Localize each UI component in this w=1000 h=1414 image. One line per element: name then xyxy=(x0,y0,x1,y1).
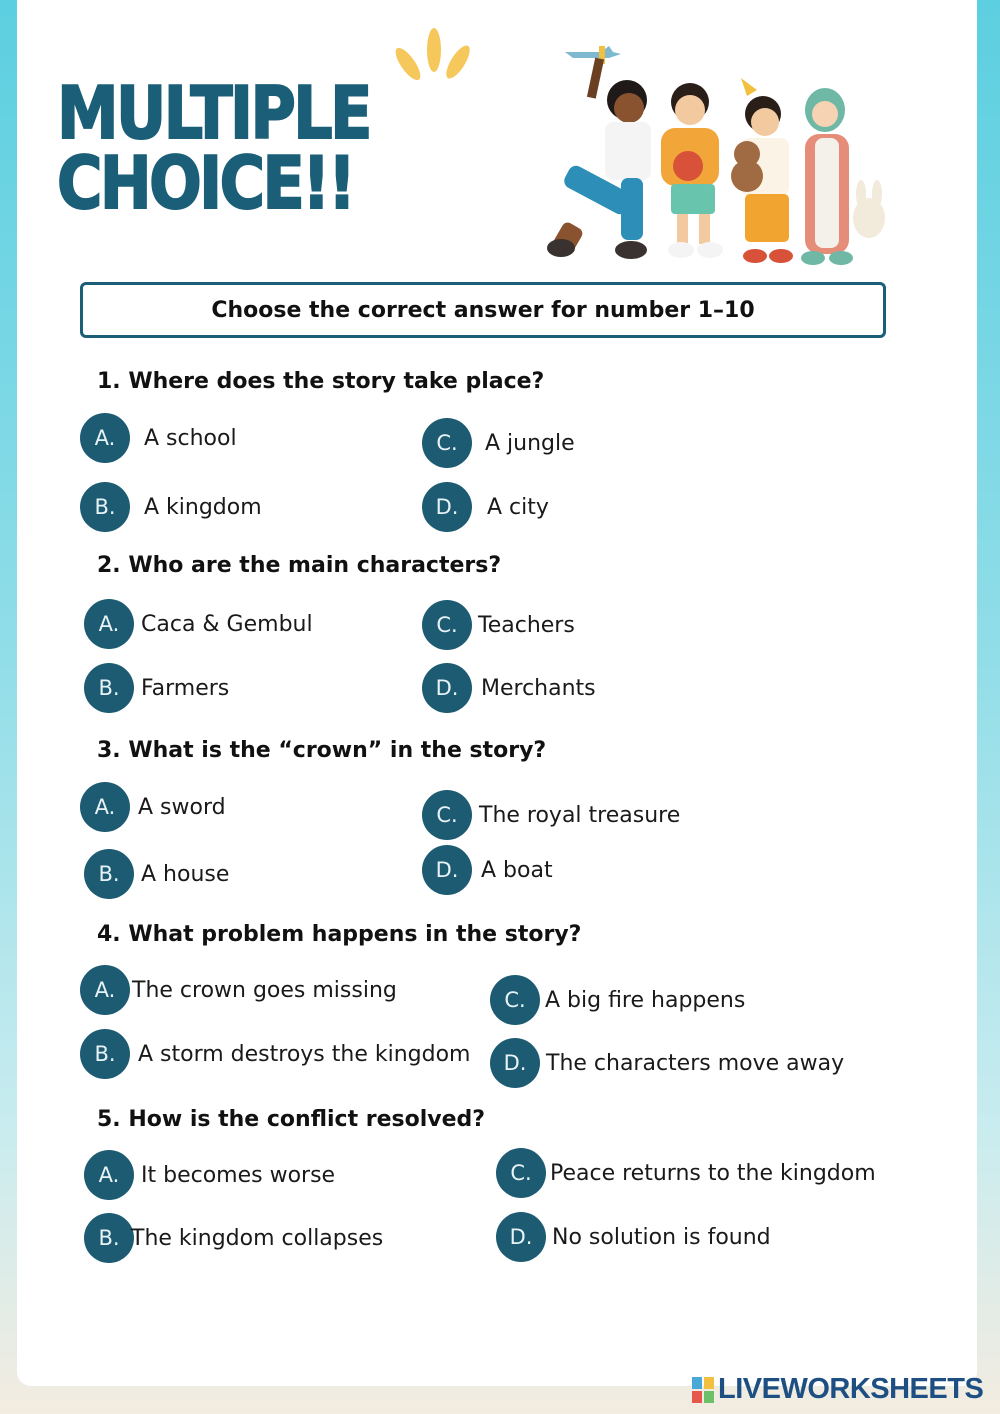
option-text: A kingdom xyxy=(144,494,262,520)
option-text: Merchants xyxy=(481,675,596,701)
children-illustration xyxy=(543,38,908,273)
instruction-text: Choose the correct answer for number 1–10 xyxy=(211,297,755,323)
option-letter[interactable]: C. xyxy=(422,790,472,840)
option-letter[interactable]: A. xyxy=(80,413,130,463)
sparkle-burst-icon xyxy=(392,26,476,86)
logo-text: LIVEWORKSHEETS xyxy=(718,1373,984,1405)
kid-with-airplane xyxy=(547,46,651,259)
option-letter[interactable]: B. xyxy=(84,849,134,899)
option-text: Farmers xyxy=(141,675,230,701)
option-letter[interactable]: C. xyxy=(496,1148,546,1198)
q2-option-c[interactable] xyxy=(422,600,575,650)
question-1: 1. Where does the story take place? xyxy=(97,369,545,394)
option-letter[interactable]: D. xyxy=(422,482,472,532)
page-title xyxy=(57,71,370,225)
q2-option-a[interactable] xyxy=(84,599,313,649)
kid-with-teddy xyxy=(731,78,793,263)
option-text: A city xyxy=(487,494,549,520)
option-text: A boat xyxy=(481,857,553,883)
question-4: 4. What problem happens in the story? xyxy=(97,922,582,947)
q3-option-b[interactable] xyxy=(84,849,229,899)
q1-option-b[interactable] xyxy=(80,482,262,532)
option-text: The kingdom collapses xyxy=(131,1225,384,1251)
liveworksheets-logo[interactable] xyxy=(692,1373,983,1406)
q4-option-c[interactable] xyxy=(490,975,745,1025)
q5-option-b[interactable] xyxy=(84,1213,383,1263)
liveworksheets-mark-icon xyxy=(692,1377,714,1403)
option-text: It becomes worse xyxy=(141,1162,336,1188)
option-text: The crown goes missing xyxy=(132,977,397,1003)
question-3: 3. What is the “crown” in the story? xyxy=(97,738,547,763)
option-letter[interactable]: C. xyxy=(490,975,540,1025)
kid-with-ball xyxy=(661,83,723,258)
option-text: A school xyxy=(144,425,237,451)
title-line-2: CHOICE!! xyxy=(57,141,354,225)
kid-with-bunny xyxy=(801,88,885,265)
option-letter[interactable]: B. xyxy=(80,1029,130,1079)
option-letter[interactable]: C. xyxy=(422,600,472,650)
option-text: Caca & Gembul xyxy=(141,611,313,637)
q3-option-c[interactable] xyxy=(422,790,680,840)
option-letter[interactable]: D. xyxy=(422,663,472,713)
option-letter[interactable]: D. xyxy=(496,1212,546,1262)
option-letter[interactable]: B. xyxy=(80,482,130,532)
q5-option-c[interactable] xyxy=(496,1148,876,1198)
q4-option-a[interactable] xyxy=(80,965,397,1015)
option-letter[interactable]: A. xyxy=(80,782,130,832)
q2-option-b[interactable] xyxy=(84,663,229,713)
option-text: Peace returns to the kingdom xyxy=(550,1160,876,1186)
q4-option-d[interactable] xyxy=(490,1038,844,1088)
q3-option-a[interactable] xyxy=(80,782,226,832)
option-letter[interactable]: D. xyxy=(490,1038,540,1088)
option-text: A house xyxy=(141,861,230,887)
q4-option-b[interactable] xyxy=(80,1029,470,1079)
q2-option-d[interactable] xyxy=(422,663,596,713)
option-text: The royal treasure xyxy=(479,802,681,828)
q3-option-d[interactable] xyxy=(422,845,553,895)
option-text: No solution is found xyxy=(552,1224,771,1250)
q1-option-c[interactable] xyxy=(422,418,575,468)
option-letter[interactable]: A. xyxy=(84,1150,134,1200)
question-2: 2. Who are the main characters? xyxy=(97,553,502,578)
option-text: A sword xyxy=(138,794,226,820)
option-letter[interactable]: A. xyxy=(84,599,134,649)
instruction-box xyxy=(80,282,886,338)
title-line-1: MULTIPLE xyxy=(57,71,370,155)
q1-option-d[interactable] xyxy=(422,482,549,532)
option-letter[interactable]: C. xyxy=(422,418,472,468)
question-5: 5. How is the conflict resolved? xyxy=(97,1107,486,1132)
q1-option-a[interactable] xyxy=(80,413,237,463)
option-text: A storm destroys the kingdom xyxy=(138,1041,471,1067)
option-letter[interactable]: A. xyxy=(80,965,130,1015)
option-text: A jungle xyxy=(485,430,575,456)
option-letter[interactable]: B. xyxy=(84,1213,134,1263)
option-text: A big fire happens xyxy=(545,987,746,1013)
option-letter[interactable]: B. xyxy=(84,663,134,713)
option-letter[interactable]: D. xyxy=(422,845,472,895)
option-text: Teachers xyxy=(478,612,575,638)
q5-option-d[interactable] xyxy=(496,1212,771,1262)
q5-option-a[interactable] xyxy=(84,1150,335,1200)
option-text: The characters move away xyxy=(546,1050,845,1076)
